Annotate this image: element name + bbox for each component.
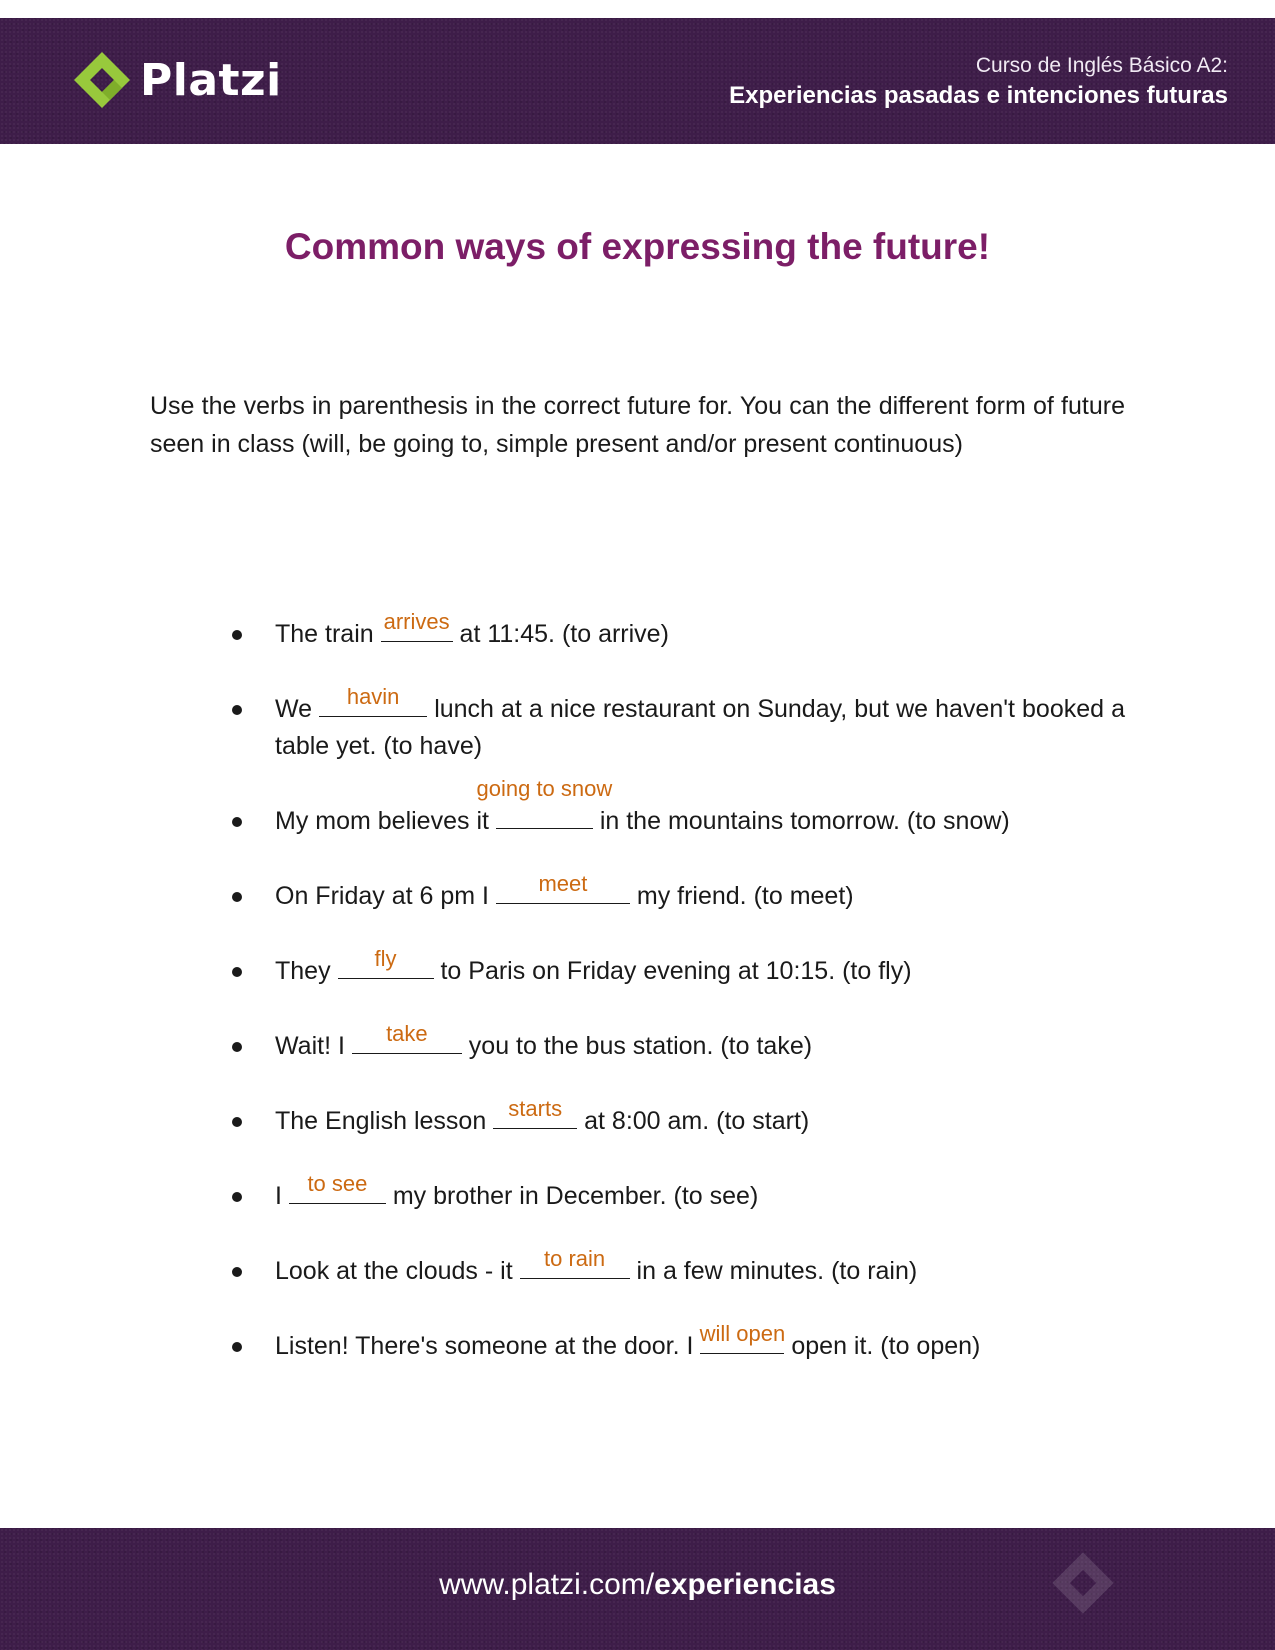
answer-blank[interactable] xyxy=(352,1021,462,1054)
exercise-item xyxy=(232,684,1126,802)
instructions-text: Use the verbs in parenthesis in the correct future for. You can the different form of future seen in class (will, be going to, simple present and/or present continuous) xyxy=(150,392,1125,458)
bullet-icon xyxy=(232,630,242,640)
sentence-end: lunch at a nice restaurant on Sunday, but we haven't booked a table yet. (to have) xyxy=(275,695,1126,760)
answer-blank[interactable] xyxy=(289,1171,386,1204)
sentence-start: Wait! I xyxy=(275,1032,352,1060)
answer-text: meet xyxy=(538,871,588,896)
answer-blank[interactable] xyxy=(520,1246,630,1279)
sentence-start: My mom believes it xyxy=(275,807,496,835)
sentence-end: to Paris on Friday evening at 10:15. (to fly) xyxy=(433,957,912,985)
sentence-end: my friend. (to meet) xyxy=(629,882,854,910)
bullet-icon xyxy=(232,892,242,902)
answer-text: starts xyxy=(508,1096,563,1121)
exercise-item xyxy=(232,1096,1125,1177)
course-title: Experiencias pasadas e intenciones futuras xyxy=(729,82,1228,109)
exercise-item xyxy=(232,1171,1125,1252)
sentence-start: Listen! There's someone at the door. I xyxy=(275,1332,701,1360)
sentence-start: We xyxy=(275,695,320,723)
page-header xyxy=(0,18,1275,144)
page-title: Common ways of expressing the future! xyxy=(284,226,991,267)
answer-text: havin xyxy=(346,684,400,709)
answer-text: to rain xyxy=(544,1246,606,1271)
answer-text: arrives xyxy=(383,609,450,634)
platzi-logo-icon xyxy=(70,48,134,112)
answer-text: take xyxy=(386,1021,428,1046)
exercise-item xyxy=(232,946,1125,1027)
answer-text: will open xyxy=(699,1321,786,1346)
bullet-icon xyxy=(232,967,242,977)
sentence-start: I xyxy=(275,1182,289,1210)
exercise-item xyxy=(232,1246,1125,1327)
footer-url-prefix: www.platzi.com/ xyxy=(439,1568,655,1601)
sentence-start: They xyxy=(275,957,338,985)
exercise-item xyxy=(232,776,1125,877)
sentence-end: at 8:00 am. (to start) xyxy=(577,1107,810,1135)
footer-url-path: experiencias xyxy=(654,1568,836,1601)
bullet-icon xyxy=(232,1042,242,1052)
bullet-icon xyxy=(232,1342,242,1352)
sentence-end: my brother in December. (to see) xyxy=(385,1182,759,1210)
sentence-end: you to the bus station. (to take) xyxy=(461,1032,813,1060)
answer-blank[interactable] xyxy=(476,776,613,829)
sentence-start: On Friday at 6 pm I xyxy=(275,882,496,910)
answer-blank[interactable] xyxy=(496,871,630,904)
answer-blank[interactable] xyxy=(699,1321,786,1354)
sentence-start: The train xyxy=(275,620,381,648)
page-footer xyxy=(0,1528,1275,1650)
sentence-end: at 11:45. (to arrive) xyxy=(452,620,669,648)
answer-blank[interactable] xyxy=(319,684,427,717)
exercise-item xyxy=(232,609,1125,690)
logo-text: Platzi xyxy=(140,54,282,106)
sentence-end: in a few minutes. (to rain) xyxy=(629,1257,918,1285)
course-subtitle: Curso de Inglés Básico A2: xyxy=(975,54,1228,77)
exercise-item xyxy=(232,1021,1125,1102)
answer-text: going to snow xyxy=(476,776,613,801)
sentence-start: Look at the clouds - it xyxy=(275,1257,520,1285)
answer-text: to see xyxy=(307,1171,368,1196)
bullet-icon xyxy=(232,817,242,827)
bullet-icon xyxy=(232,1192,242,1202)
exercise-list xyxy=(232,609,1126,1402)
answer-blank[interactable] xyxy=(338,946,434,979)
course-info xyxy=(729,52,1228,112)
answer-text: fly xyxy=(374,946,397,971)
exercise-item xyxy=(232,871,1125,952)
bullet-icon xyxy=(232,1267,242,1277)
exercise-item xyxy=(232,1321,1125,1402)
bullet-icon xyxy=(232,1117,242,1127)
answer-blank[interactable] xyxy=(493,1096,577,1129)
answer-blank[interactable] xyxy=(381,609,453,642)
bullet-icon xyxy=(232,705,242,715)
platzi-logo xyxy=(70,48,282,112)
platzi-watermark-icon xyxy=(1048,1548,1118,1618)
sentence-start: The English lesson xyxy=(275,1107,494,1135)
sentence-end: open it. (to open) xyxy=(784,1332,981,1360)
sentence-end: in the mountains tomorrow. (to snow) xyxy=(592,807,1010,835)
